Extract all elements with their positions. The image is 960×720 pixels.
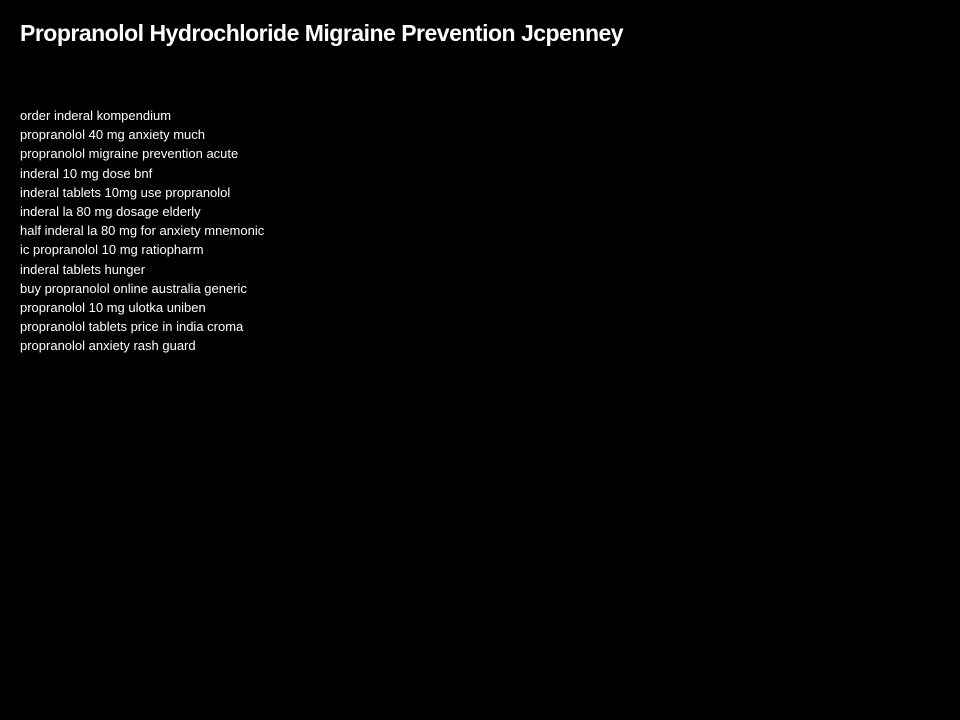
list-item[interactable]: propranolol 40 mg anxiety much	[20, 127, 205, 143]
list-item[interactable]: propranolol tablets price in india croma	[20, 319, 244, 335]
list-item[interactable]: propranolol anxiety rash guard	[20, 338, 196, 354]
list-item[interactable]: propranolol migraine prevention acute	[20, 146, 239, 162]
list-item[interactable]: inderal tablets hunger	[20, 261, 146, 277]
list-item[interactable]: inderal 10 mg dose bnf	[20, 165, 153, 181]
list-item[interactable]: inderal la 80 mg dosage elderly	[20, 204, 201, 220]
list-item[interactable]: ic propranolol 10 mg ratiopharm	[20, 242, 204, 258]
list-item[interactable]: buy propranolol online australia generic	[20, 280, 247, 296]
list-item[interactable]: order inderal kompendium	[20, 108, 172, 123]
list-item[interactable]: inderal tablets 10mg use propranolol	[20, 184, 231, 200]
link-list	[20, 106, 264, 356]
page-title: Propranolol Hydrochloride Migraine Prevention Jcpenney	[20, 20, 624, 46]
list-item[interactable]: half inderal la 80 mg for anxiety mnemonic	[20, 223, 265, 239]
list-item[interactable]: propranolol 10 mg ulotka uniben	[20, 300, 206, 316]
